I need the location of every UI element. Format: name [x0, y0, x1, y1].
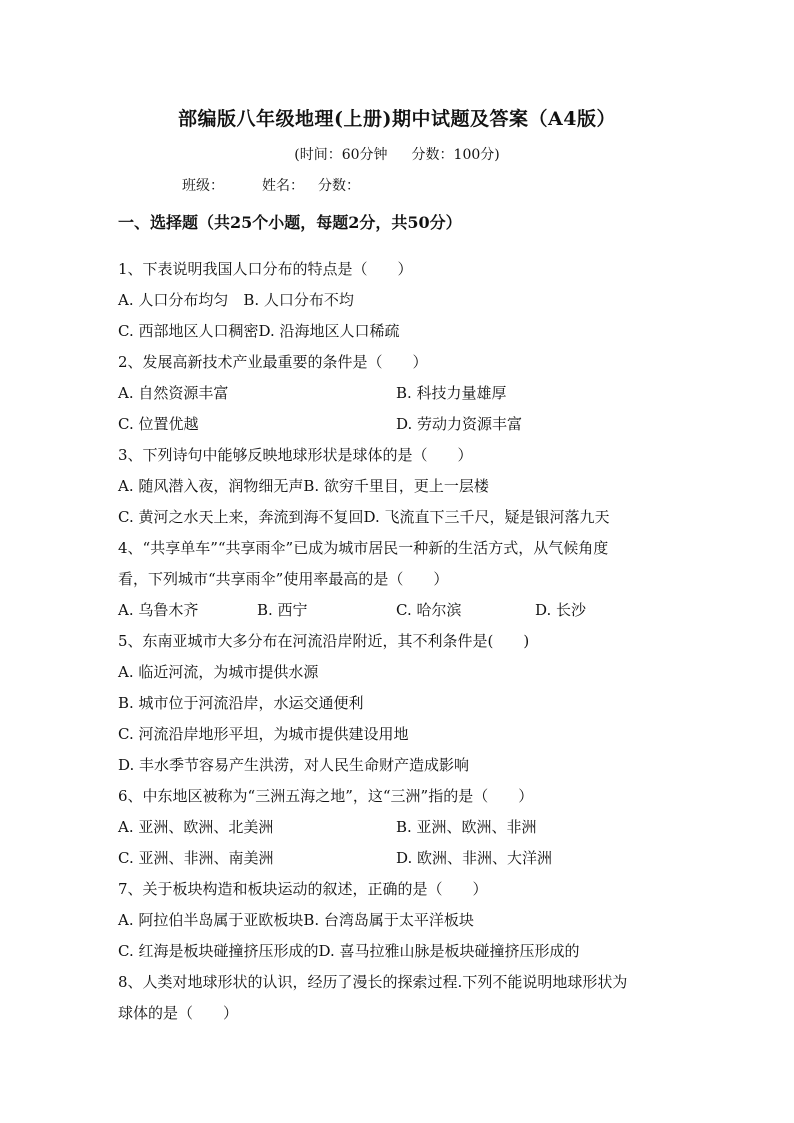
option-line: C. 西部地区人口稠密D. 沿海地区人口稀疏 [118, 322, 400, 340]
option-line: A. 人口分布均匀 B. 人口分布不均 [118, 291, 354, 309]
question-stem: 7、关于板块构造和板块运动的叙述，正确的是（ ） [118, 880, 488, 898]
name-label: 姓名： [262, 178, 304, 194]
option-row [118, 843, 688, 874]
option: B. 西宁 [257, 601, 308, 619]
question-stem: 6、中东地区被称为“三洲五海之地”，这“三洲”指的是（ ） [118, 787, 534, 805]
option: C. 亚洲、非洲、南美洲 [118, 849, 274, 867]
option-line: A. 临近河流，为城市提供水源 [118, 663, 319, 681]
page-title: 部编版八年级地理(上册)期中试题及答案（A4版） [178, 108, 616, 130]
option-row [118, 595, 688, 626]
option-line: C. 红海是板块碰撞挤压形成的D. 喜马拉雅山脉是板块碰撞挤压形成的 [118, 942, 580, 960]
option: A. 乌鲁木齐 [118, 601, 199, 619]
option: B. 科技力量雄厚 [396, 384, 507, 402]
exam-total-score: 分数：100分) [411, 147, 500, 163]
question-stem: 4、“共享单车”“共享雨伞”已成为城市居民一种新的生活方式，从气候角度 [118, 539, 609, 557]
option-line: C. 河流沿岸地形平坦，为城市提供建设用地 [118, 725, 409, 743]
option-line: C. 黄河之水天上来，奔流到海不复回D. 飞流直下三千尺，疑是银河落九天 [118, 508, 610, 526]
question-stem-continued: 球体的是（ ） [118, 1004, 239, 1022]
option: B. 亚洲、欧洲、非洲 [396, 818, 537, 836]
option: D. 劳动力资源丰富 [396, 415, 523, 433]
option: D. 欧洲、非洲、大洋洲 [396, 849, 553, 867]
option-row [118, 812, 688, 843]
question-stem: 2、发展高新技术产业最重要的条件是（ ） [118, 353, 428, 371]
option: A. 自然资源丰富 [118, 384, 229, 402]
option-line: A. 随风潜入夜，润物细无声B. 欲穷千里目，更上一层楼 [118, 477, 489, 495]
section-title: 一、选择题（共25个小题，每题2分，共50分） [118, 213, 462, 232]
option-row [118, 409, 688, 440]
question-stem: 1、下表说明我国人口分布的特点是（ ） [118, 260, 413, 278]
option-line: D. 丰水季节容易产生洪涝，对人民生命财产造成影响 [118, 756, 470, 774]
score-label: 分数： [318, 178, 360, 194]
option-line: A. 阿拉伯半岛属于亚欧板块B. 台湾岛属于太平洋板块 [118, 911, 474, 929]
exam-time-score [0, 144, 794, 164]
student-info [182, 175, 360, 195]
option-row [118, 378, 688, 409]
option: D. 长沙 [535, 601, 587, 619]
question-stem: 3、下列诗句中能够反映地球形状是球体的是（ ） [118, 446, 473, 464]
option: C. 哈尔滨 [396, 601, 462, 619]
option-line: B. 城市位于河流沿岸，水运交通便利 [118, 694, 364, 712]
question-stem-continued: 看，下列城市“共享雨伞”使用率最高的是（ ） [118, 570, 449, 588]
exam-time: (时间：60分钟 [294, 147, 388, 163]
option: C. 位置优越 [118, 415, 199, 433]
question-stem: 8、人类对地球形状的认识，经历了漫长的探索过程.下列不能说明地球形状为 [118, 973, 628, 991]
question-list [118, 254, 688, 1029]
class-label: 班级： [182, 178, 224, 194]
question-stem: 5、东南亚城市大多分布在河流沿岸附近，其不利条件是( ) [118, 632, 530, 650]
option: A. 亚洲、欧洲、北美洲 [118, 818, 274, 836]
